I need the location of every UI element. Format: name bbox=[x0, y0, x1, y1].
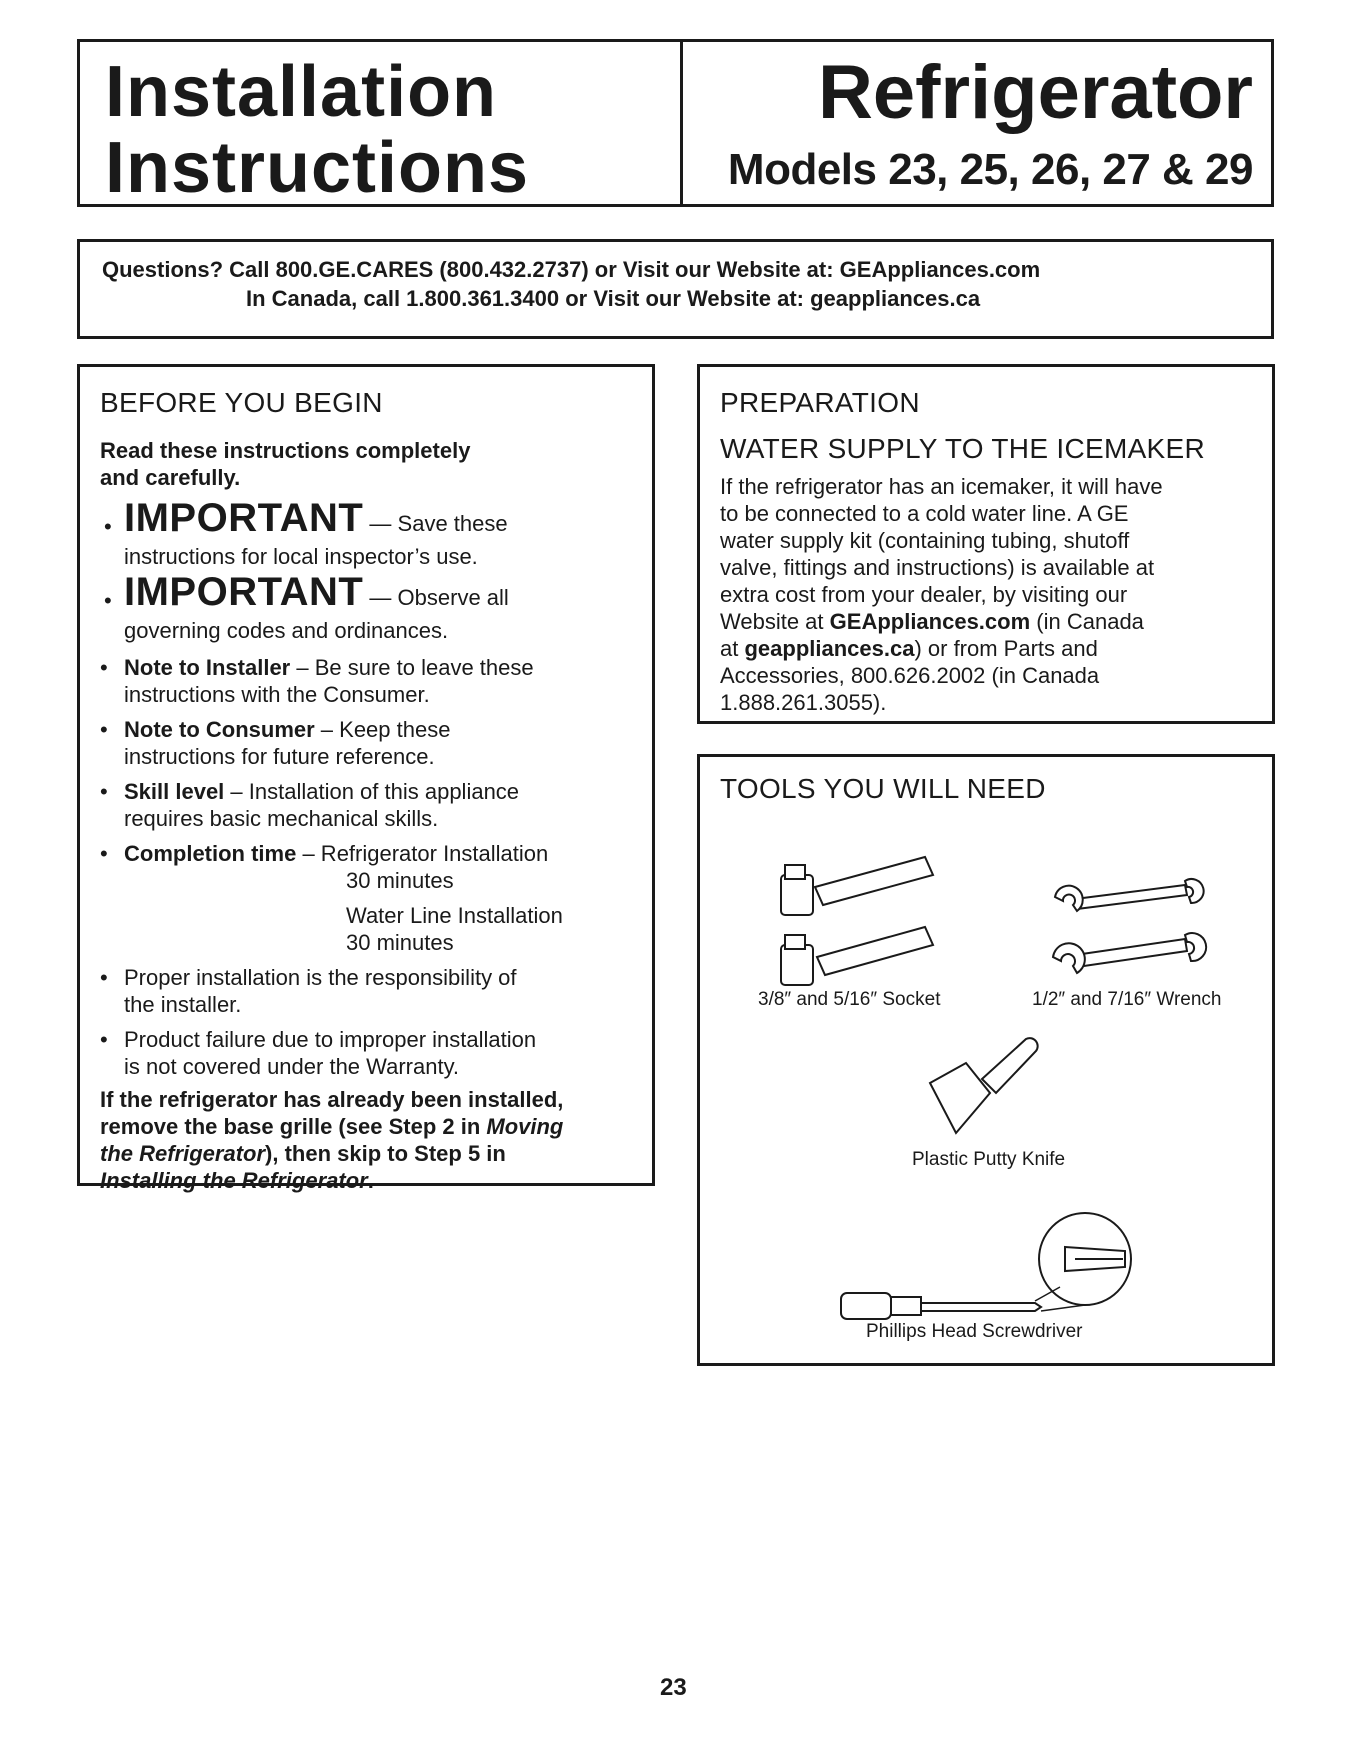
title-block bbox=[77, 39, 1274, 207]
completion-time: Completion time – Refrigerator Installation bbox=[124, 841, 549, 866]
already-installed-line-2: remove the base grille (see Step 2 in Moving bbox=[100, 1114, 564, 1139]
already-installed-line-3: the Refrigerator), then skip to Step 5 in bbox=[100, 1141, 506, 1166]
before-you-begin-box bbox=[77, 364, 655, 1193]
bullet-dot: • bbox=[104, 588, 112, 613]
screwdriver-icon bbox=[835, 1207, 1155, 1337]
important-observe-line-2: governing codes and ordinances. bbox=[124, 618, 449, 643]
product-failure-line-2: is not covered under the Warranty. bbox=[124, 1054, 460, 1079]
preparation-title: PREPARATION bbox=[720, 387, 920, 418]
bullet-dot: • bbox=[100, 841, 108, 866]
screwdriver-caption: Phillips Head Screwdriver bbox=[866, 1321, 1083, 1342]
tools-title: TOOLS YOU WILL NEED bbox=[720, 773, 1046, 804]
title-divider bbox=[680, 42, 683, 204]
bullet-dot: • bbox=[100, 779, 108, 804]
wrench-caption: 1/2″ and 7/16″ Wrench bbox=[1032, 989, 1222, 1010]
product-failure: Product failure due to improper installation bbox=[124, 1027, 537, 1052]
note-consumer: Note to Consumer – Keep these bbox=[124, 717, 451, 742]
prep-line-5: extra cost from your dealer, by visiting our bbox=[720, 582, 1128, 607]
completion-water-line: Water Line Installation bbox=[346, 903, 563, 928]
bullet-dot: • bbox=[100, 717, 108, 742]
putty-knife-caption: Plastic Putty Knife bbox=[912, 1149, 1066, 1170]
page-number: 23 bbox=[660, 1674, 687, 1701]
prep-line-3: water supply kit (containing tubing, shutoff bbox=[720, 528, 1130, 553]
prep-line-1: If the refrigerator has an icemaker, it will have bbox=[720, 474, 1163, 499]
read-line-2: and carefully. bbox=[100, 465, 241, 490]
wrench-icon bbox=[1045, 877, 1225, 987]
bullet-dot: • bbox=[100, 965, 108, 990]
note-installer-line-2: instructions with the Consumer. bbox=[124, 682, 430, 707]
prep-line-6: Website at GEAppliances.com (in Canada bbox=[720, 609, 1144, 634]
prep-line-8: Accessories, 800.626.2002 (in Canada bbox=[720, 663, 1100, 688]
already-installed-line-4: Installing the Refrigerator. bbox=[100, 1168, 374, 1193]
prep-line-9: 1.888.261.3055). bbox=[720, 690, 887, 715]
skill-level-line-2: requires basic mechanical skills. bbox=[124, 806, 439, 831]
preparation-box bbox=[697, 364, 1275, 724]
prep-line-2: to be connected to a cold water line. A GE bbox=[720, 501, 1129, 526]
title-instructions: Instructions bbox=[105, 128, 530, 208]
proper-installation-line-2: the installer. bbox=[124, 992, 242, 1017]
tools-box bbox=[697, 754, 1275, 1366]
read-line-1: Read these instructions completely bbox=[100, 438, 471, 463]
contact-box bbox=[77, 239, 1274, 339]
proper-installation: Proper installation is the responsibility of bbox=[124, 965, 517, 990]
bullet-dot: • bbox=[104, 514, 112, 539]
prep-line-7: at geappliances.ca) or from Parts and bbox=[720, 636, 1098, 661]
important-observe: IMPORTANT — Observe all bbox=[124, 570, 509, 614]
putty-knife-icon bbox=[920, 1033, 1060, 1143]
note-consumer-line-2: instructions for future reference. bbox=[124, 744, 435, 769]
socket-icon bbox=[775, 847, 975, 987]
important-save-line-2: instructions for local inspector’s use. bbox=[124, 544, 478, 569]
contact-line-us: Questions? Call 800.GE.CARES (800.432.2737) or Visit our Website at: GEAppliances.com bbox=[102, 257, 1041, 282]
important-save: IMPORTANT — Save these bbox=[124, 496, 508, 540]
skill-level: Skill level – Installation of this appliance bbox=[124, 779, 520, 804]
prep-line-4: valve, fittings and instructions) is available at bbox=[720, 555, 1155, 580]
bullet-dot: • bbox=[100, 655, 108, 680]
water-supply-title: WATER SUPPLY TO THE ICEMAKER bbox=[720, 433, 1206, 464]
already-installed-line-1: If the refrigerator has already been installed, bbox=[100, 1087, 564, 1112]
title-installation: Installation bbox=[105, 52, 498, 132]
title-refrigerator: Refrigerator bbox=[818, 50, 1253, 135]
contact-line-canada: In Canada, call 1.800.361.3400 or Visit our Website at: geappliances.ca bbox=[246, 286, 981, 311]
completion-fridge-minutes: 30 minutes bbox=[346, 868, 454, 893]
models-subtitle: Models 23, 25, 26, 27 & 29 bbox=[727, 145, 1253, 194]
socket-caption: 3/8″ and 5/16″ Socket bbox=[758, 989, 941, 1010]
before-title: BEFORE YOU BEGIN bbox=[100, 387, 383, 418]
bullet-dot: • bbox=[100, 1027, 108, 1052]
completion-water-minutes: 30 minutes bbox=[346, 930, 454, 955]
note-installer: Note to Installer – Be sure to leave these bbox=[124, 655, 534, 680]
